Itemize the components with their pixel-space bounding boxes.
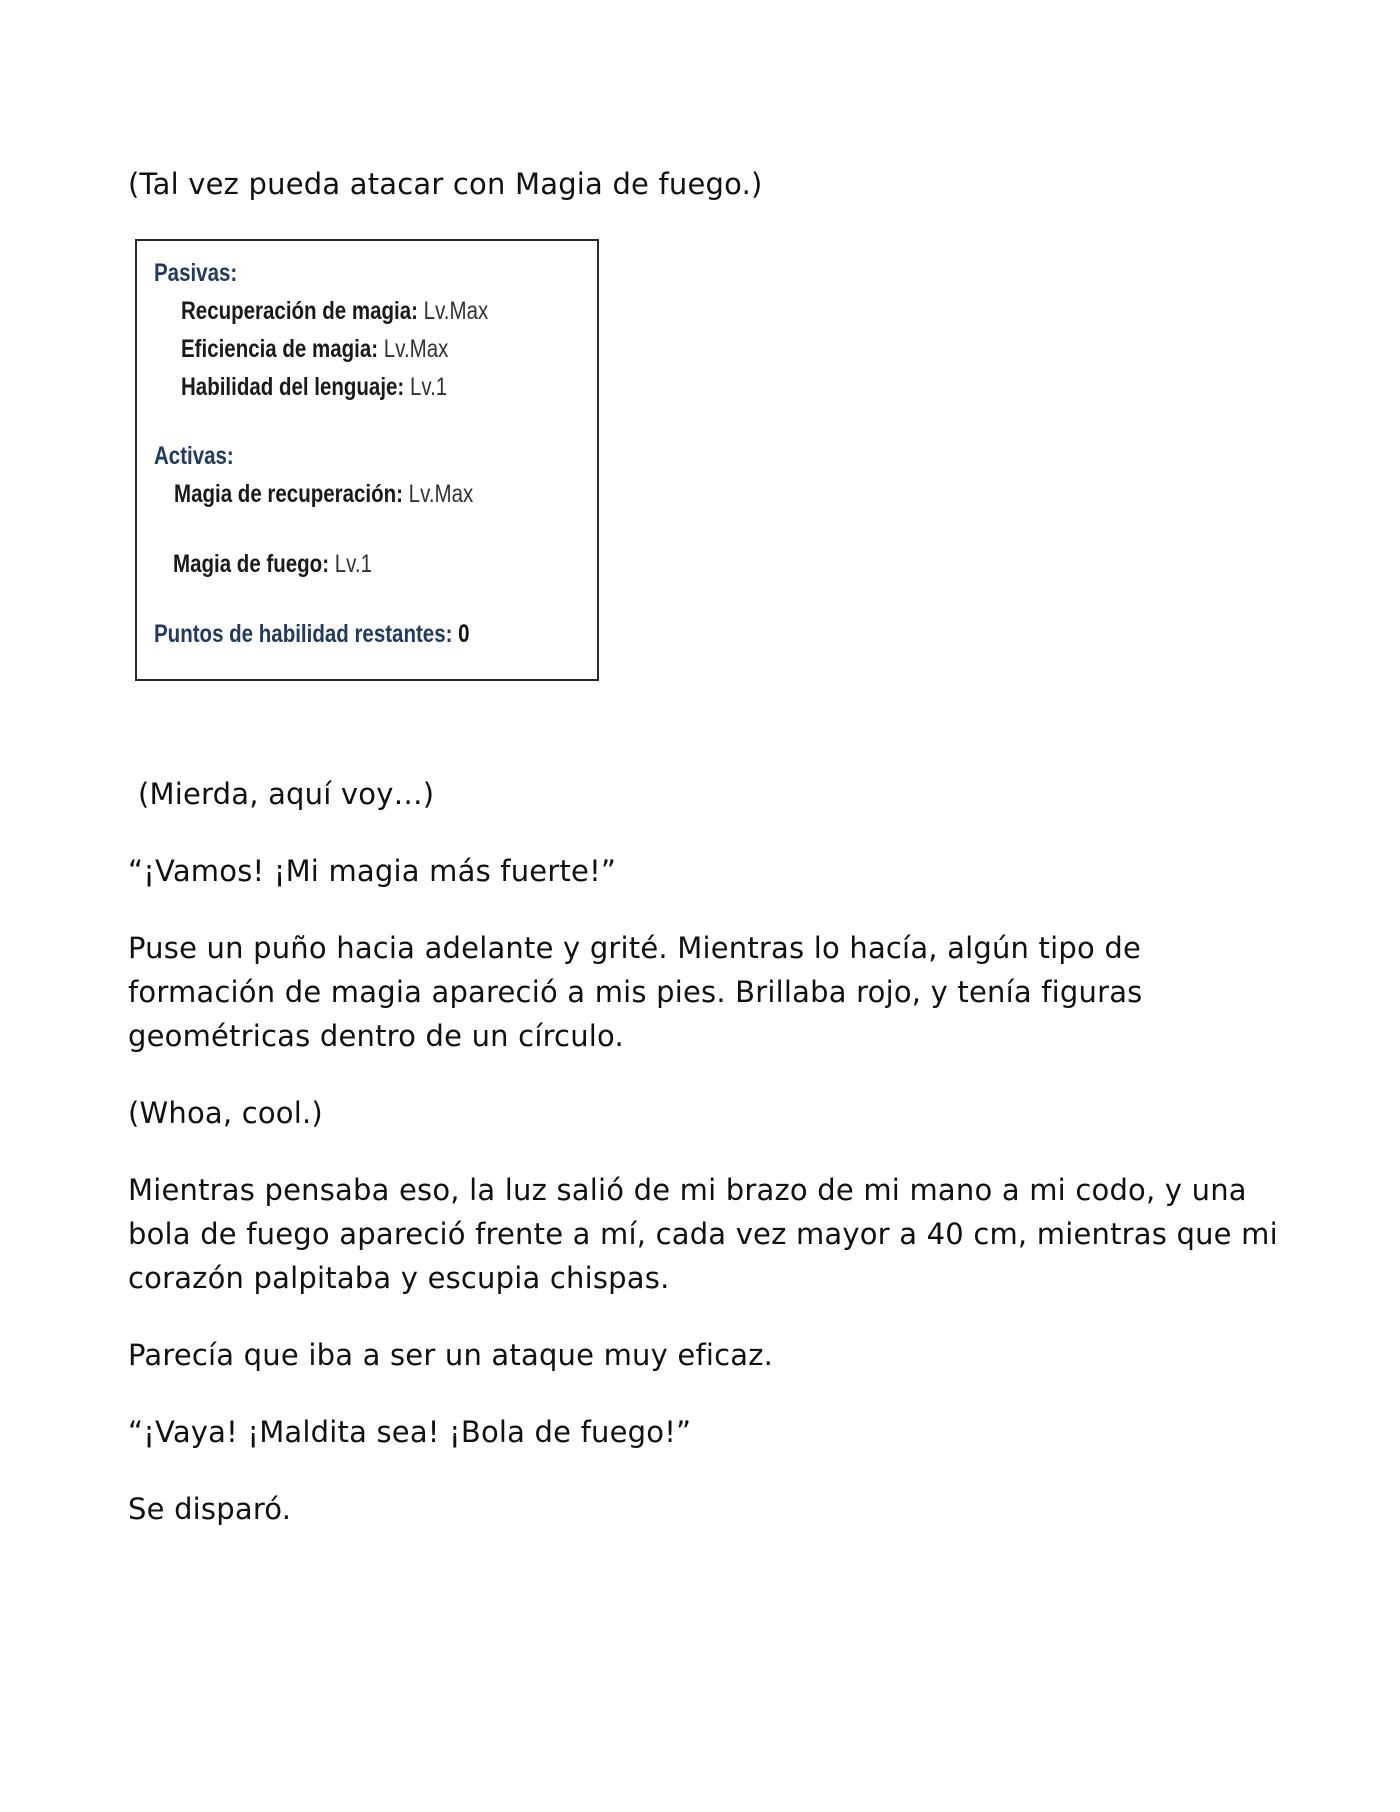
passive-skill-magic-efficiency	[181, 334, 448, 364]
points-label: Puntos de habilidad restantes:	[154, 620, 453, 648]
points-value: 0	[458, 620, 470, 648]
remaining-skill-points	[154, 619, 470, 649]
active-skill-recovery-magic	[174, 479, 473, 509]
active-skill-fire-magic	[173, 549, 372, 579]
skill-name: Recuperación de magia:	[181, 297, 418, 325]
passive-skill-language	[181, 372, 447, 402]
paragraph-fireball-appears: Mientras pensaba eso, la luz salió de mi brazo de mi mano a mi codo, y una bola de fuego apareció frente a mí, cada vez mayor a 40 cm, mientras que mi corazón palpitaba y escupia chispas.	[128, 1173, 1278, 1295]
paragraph-here-i-go: (Mierda, aquí voy…)	[138, 777, 435, 811]
skill-name: Magia de fuego:	[173, 550, 330, 578]
skill-level: Lv.1	[409, 373, 448, 401]
paragraph-effective-attack: Parecía que iba a ser un ataque muy eficaz.	[128, 1338, 774, 1372]
paragraph-whoa-cool: (Whoa, cool.)	[128, 1096, 323, 1130]
active-skills-heading: Activas:	[154, 442, 234, 470]
passive-skill-magic-recovery	[181, 296, 488, 326]
skill-level: Lv.1	[334, 550, 372, 578]
skill-level: Lv.Max	[383, 335, 449, 363]
skill-level: Lv.Max	[423, 297, 489, 325]
paragraph-fired: Se disparó.	[128, 1492, 292, 1526]
passive-skills-heading: Pasivas:	[154, 259, 238, 287]
skill-name: Magia de recuperación:	[174, 480, 403, 508]
paragraph-thought-fire-magic: (Tal vez pueda atacar con Magia de fuego.)	[128, 167, 763, 201]
skill-level: Lv.Max	[408, 480, 474, 508]
skill-name: Habilidad del lenguaje:	[181, 373, 405, 401]
paragraph-magic-formation: Puse un puño hacia adelante y grité. Mientras lo hacía, algún tipo de formación de magia apareció a mis pies. Brillaba rojo, y tenía figuras geométricas dentro de un círculo.	[128, 931, 1143, 1053]
skill-status-box	[135, 239, 599, 681]
skill-name: Eficiencia de magia:	[181, 335, 379, 363]
paragraph-fireball-shout: “¡Vaya! ¡Maldita sea! ¡Bola de fuego!”	[128, 1415, 692, 1449]
paragraph-strongest-magic: “¡Vamos! ¡Mi magia más fuerte!”	[128, 854, 617, 888]
